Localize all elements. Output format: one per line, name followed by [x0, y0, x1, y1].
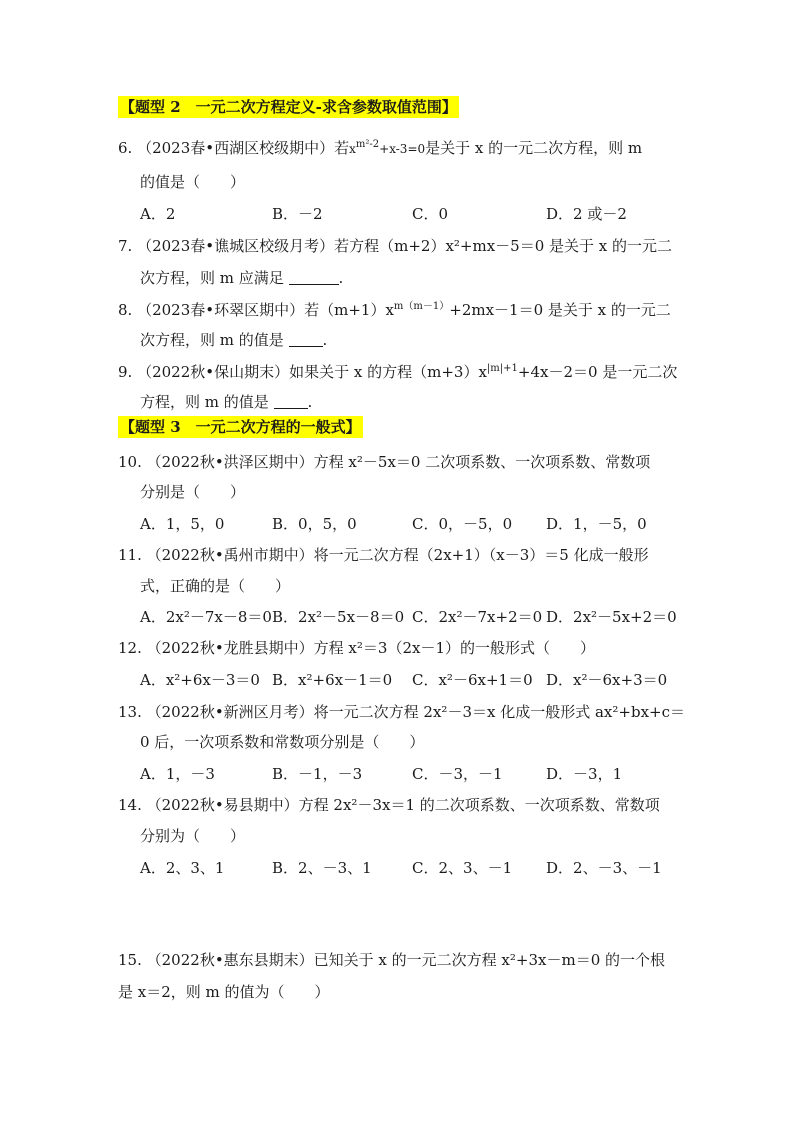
option-a[interactable]: A．2x²－7x－8＝0 [140, 608, 272, 626]
question-number: 7. [118, 237, 133, 255]
question-6-options [140, 204, 680, 224]
option-c[interactable]: C．0，－5，0 [412, 515, 513, 533]
section-heading-3: 【题型 3 一元二次方程的一般式】 [120, 418, 361, 436]
question-10-line-2: 分别是（ ） [140, 483, 246, 501]
question-text: （2022秋•保山期末）如果关于 x 的方程（m+3）x [137, 363, 487, 381]
question-7-line-2 [140, 268, 343, 288]
question-15-line-1 [118, 950, 665, 970]
question-10-line-1 [118, 452, 650, 472]
question-number: 15. [118, 951, 142, 969]
option-b[interactable]: B．0，5，0 [272, 515, 357, 533]
question-text: （2023春•环翠区期中）若（m+1）x [137, 301, 394, 319]
option-b[interactable]: B．2、－3、1 [272, 859, 372, 877]
question-number: 13. [118, 703, 142, 721]
question-text-end: . [322, 331, 328, 349]
equation-exponent: m²-2 [355, 139, 380, 150]
question-text: （2022秋•龙胜县期中）方程 x²＝3（2x－1）的一般形式（ ） [146, 639, 595, 657]
question-text: 次方程，则 m 应满足 [140, 269, 284, 287]
question-text: +2mx－1＝0 是关于 x 的一元二 [449, 301, 671, 319]
question-13-line-2: 0 后，一次项系数和常数项分别是（ ） [140, 733, 425, 751]
option-a[interactable]: A．x²+6x－3＝0 [140, 671, 260, 689]
question-number: 10. [118, 453, 142, 471]
question-text: （2022秋•洪泽区期中）方程 x²－5x＝0 二次项系数、一次项系数、常数项 [146, 453, 651, 471]
option-a[interactable]: A．1，5，0 [140, 515, 225, 533]
question-14-line-1 [118, 795, 660, 815]
question-text: +4x－2＝0 是一元二次 [517, 363, 678, 381]
question-source: （2023春•西湖区校级期中）若 [137, 139, 350, 157]
question-text: 次方程，则 m 的值是 [140, 331, 284, 349]
question-number: 11. [118, 546, 142, 564]
question-text: 是关于 x 的一元二次方程，则 m [425, 139, 643, 157]
question-text-end: . [307, 393, 313, 411]
question-text: （2022秋•禹州市期中）将一元二次方程（2x+1）（x－3）＝5 化成一般形 [146, 546, 649, 564]
question-7-line-1 [118, 236, 672, 256]
question-text: （2022秋•易县期中）方程 2x²－3x＝1 的二次项系数、一次项系数、常数项 [146, 796, 660, 814]
option-a[interactable]: A．2、3、1 [140, 859, 225, 877]
option-b[interactable]: B．－2 [272, 205, 323, 223]
question-number: 6. [118, 139, 133, 157]
question-9-line-2 [140, 392, 312, 412]
question-text: （2022秋•惠东县期末）已知关于 x 的一元二次方程 x²+3x－m＝0 的一个根 [146, 951, 666, 969]
question-text: （2023春•谯城区校级月考）若方程（m+2）x²+mx－5＝0 是关于 x 的一元二 [137, 237, 673, 255]
question-13-options [140, 764, 680, 784]
option-b[interactable]: B．－1，－3 [272, 765, 363, 783]
option-d[interactable]: D．1，－5，0 [546, 515, 647, 533]
question-11-line-1 [118, 545, 649, 565]
question-6-line-2: 的值是（ ） [140, 173, 246, 191]
equation-exponent: m（m－1） [393, 301, 450, 312]
option-a[interactable]: A．1，－3 [140, 765, 215, 783]
question-10-options [140, 514, 680, 534]
answer-blank[interactable] [289, 332, 323, 347]
option-c[interactable]: C．0 [412, 205, 449, 223]
question-number: 8. [118, 301, 133, 319]
option-c[interactable]: C．－3，－1 [412, 765, 503, 783]
equation-rest: +x-3=0 [379, 142, 426, 156]
option-c[interactable]: C．x²－6x+1＝0 [412, 671, 533, 689]
question-number: 9. [118, 363, 133, 381]
question-14-options [140, 858, 680, 878]
option-d[interactable]: D．－3，1 [546, 765, 623, 783]
question-15-line-2: 是 x＝2，则 m 的值为（ ） [118, 983, 330, 1001]
question-number: 14. [118, 796, 142, 814]
question-9-line-1 [118, 362, 677, 382]
option-b[interactable]: B．x²+6x－1＝0 [272, 671, 393, 689]
question-11-options [140, 607, 680, 627]
question-text-end: . [338, 269, 344, 287]
option-d[interactable]: D．2x²－5x+2＝0 [546, 608, 677, 626]
answer-blank[interactable] [274, 394, 308, 409]
option-c[interactable]: C．2、3、－1 [412, 859, 513, 877]
option-a[interactable]: A．2 [140, 205, 176, 223]
equation-exponent: |m|+1 [486, 363, 518, 374]
question-8-line-1 [118, 300, 671, 320]
section-heading-2: 【题型 2 一元二次方程定义-求含参数取值范围】 [120, 98, 457, 116]
option-d[interactable]: D．x²－6x+3＝0 [546, 671, 668, 689]
question-text: 方程，则 m 的值是 [140, 393, 269, 411]
option-d[interactable]: D．2 或－2 [546, 205, 627, 223]
question-number: 12. [118, 639, 142, 657]
question-8-line-2 [140, 330, 327, 350]
question-12-line-1 [118, 638, 595, 658]
question-12-options [140, 670, 680, 690]
question-11-line-2: 式，正确的是（ ） [140, 577, 291, 595]
option-d[interactable]: D．2、－3、－1 [546, 859, 662, 877]
question-text: （2022秋•新洲区月考）将一元二次方程 2x²－3＝x 化成一般形式 ax²+bx+c＝ [146, 703, 686, 721]
question-14-line-2: 分别为（ ） [140, 827, 246, 845]
answer-blank[interactable] [289, 270, 339, 285]
equation-base: x [349, 142, 356, 156]
option-c[interactable]: C．2x²－7x+2＝0 [412, 608, 543, 626]
question-6-line-1 [118, 138, 642, 159]
option-b[interactable]: B．2x²－5x－8＝0 [272, 608, 405, 626]
question-13-line-1 [118, 702, 685, 722]
